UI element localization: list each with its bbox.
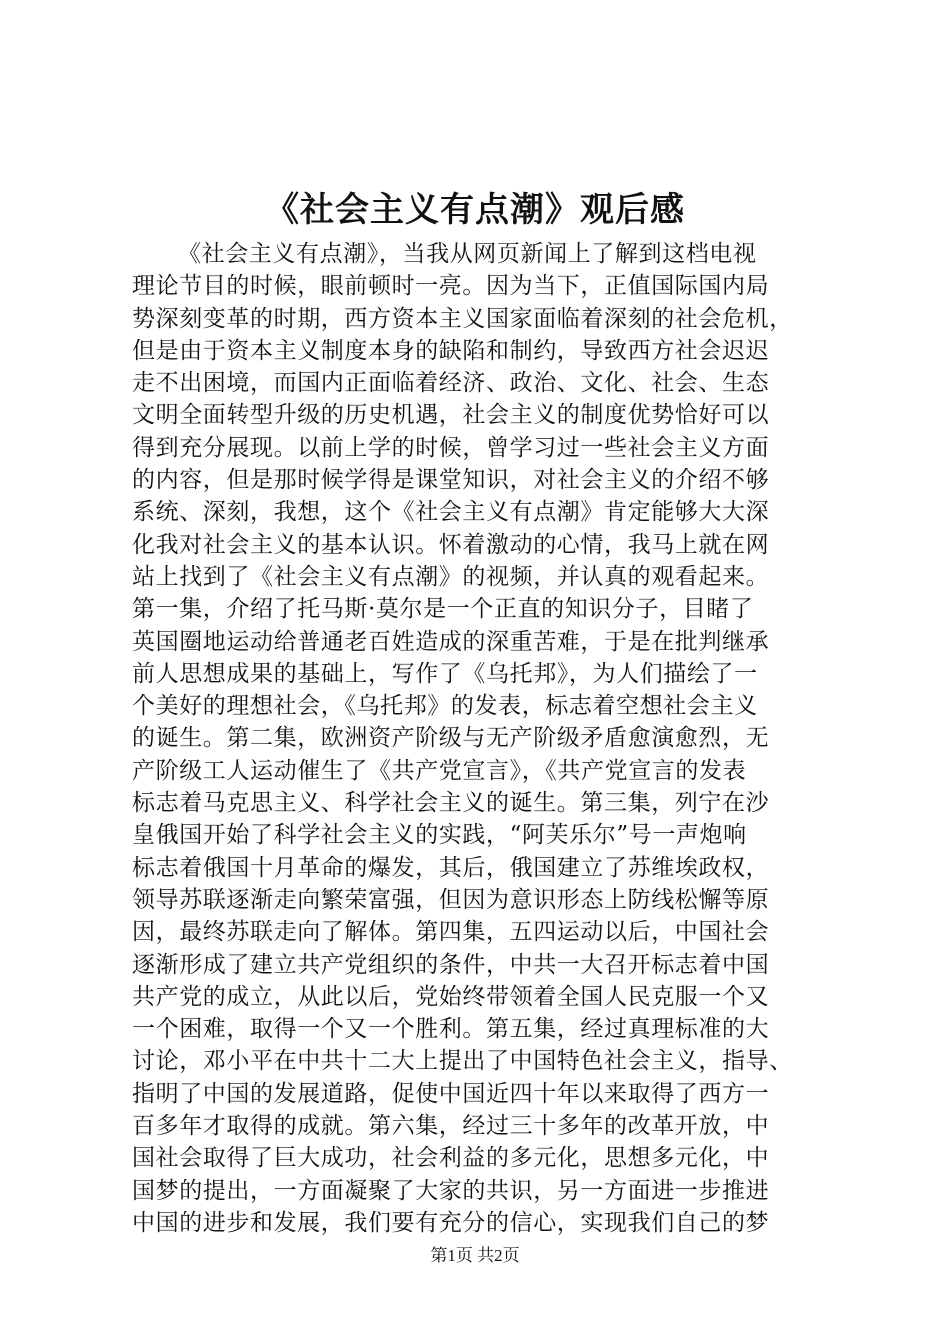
body-line: 国社会取得了巨大成功，社会利益的多元化，思想多元化，中 <box>132 1145 770 1172</box>
body-line: 《社会主义有点潮》，当我从网页新闻上了解到这档电视 <box>178 241 757 267</box>
body-line: 理论节目的时候，眼前顿时一亮。因为当下，正值国际国内局 <box>132 273 770 300</box>
body-line: 前人思想成果的基础上，写作了《乌托邦》，为人们描绘了一 <box>132 660 758 687</box>
body-line: 的内容，但是那时候学得是课堂知识，对社会主义的介绍不够 <box>132 467 770 494</box>
body-line: 一个困难，取得一个又一个胜利。第五集，经过真理标准的大 <box>132 1016 770 1043</box>
body-line: 文明全面转型升级的历史机遇，社会主义的制度优势恰好可以 <box>132 402 770 429</box>
body-line: 领导苏联逐渐走向繁荣富强，但因为意识形态上防线松懈等原 <box>132 886 770 913</box>
body-line: 产阶级工人运动催生了《共产党宣言》，《共产党宣言的发表 <box>132 757 747 784</box>
body-line: 标志着俄国十月革命的爆发，其后，俄国建立了苏维埃政权， <box>132 854 770 881</box>
body-line: 站上找到了《社会主义有点潮》的视频，并认真的观看起来。 <box>132 563 770 590</box>
body-line: 的诞生。第二集，欧洲资产阶级与无产阶级矛盾愈演愈烈，无 <box>132 725 770 752</box>
body-line: 个美好的理想社会，《乌托邦》的发表，标志着空想社会主义 <box>132 693 758 720</box>
page-footer: 第1页 共2页 <box>430 1246 520 1265</box>
document-body <box>132 238 844 1239</box>
body-line: 国梦的提出，一方面凝聚了大家的共识，另一方面进一步推进 <box>132 1177 770 1204</box>
body-line: 皇俄国开始了科学社会主义的实践，“阿芙乐尔”号一声炮响 <box>132 822 747 849</box>
body-line: 标志着马克思主义、科学社会主义的诞生。第三集，列宁在沙 <box>132 790 770 817</box>
body-line: 势深刻变革的时期，西方资本主义国家面临着深刻的社会危机， <box>132 305 793 332</box>
body-line: 系统、深刻，我想，这个《社会主义有点潮》肯定能够大大深 <box>132 499 770 526</box>
body-line: 百多年才取得的成就。第六集，经过三十多年的改革开放，中 <box>132 1113 770 1140</box>
body-line: 英国圈地运动给普通老百姓造成的深重苦难，于是在批判继承 <box>132 628 770 655</box>
body-line: 因，最终苏联走向了解体。第四集，五四运动以后，中国社会 <box>132 919 770 946</box>
body-line: 共产党的成立，从此以后，党始终带领着全国人民克服一个又 <box>132 983 770 1010</box>
body-line: 第一集，介绍了托马斯·莫尔是一个正直的知识分子，目睹了 <box>132 596 754 623</box>
body-line: 指明了中国的发展道路，促使中国近四十年以来取得了西方一 <box>132 1080 770 1107</box>
body-line: 中国的进步和发展，我们要有充分的信心，实现我们自己的梦 <box>132 1209 770 1236</box>
body-line: 讨论，邓小平在中共十二大上提出了中国特色社会主义，指导、 <box>132 1048 793 1075</box>
body-line: 化我对社会主义的基本认识。怀着激动的心情，我马上就在网 <box>132 531 770 558</box>
body-line: 得到充分展现。以前上学的时候，曾学习过一些社会主义方面 <box>132 434 770 461</box>
body-line: 但是由于资本主义制度本身的缺陷和制约，导致西方社会迟迟 <box>132 337 770 364</box>
body-line: 逐渐形成了建立共产党组织的条件，中共一大召开标志着中国 <box>132 951 770 978</box>
body-line: 走不出困境，而国内正面临着经济、政治、文化、社会、生态 <box>132 370 770 397</box>
document-title: 《社会主义有点潮》观后感 <box>265 190 685 230</box>
